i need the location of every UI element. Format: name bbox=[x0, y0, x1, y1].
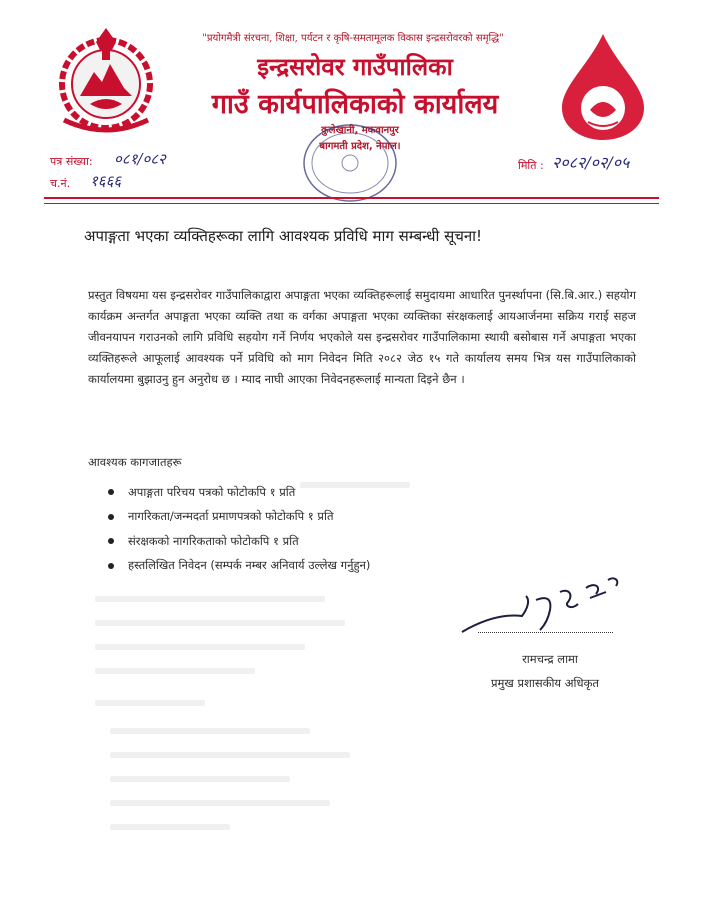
document-item: संरक्षकको नागरिकताको फोटोकपि १ प्रति bbox=[128, 533, 299, 548]
bullet-icon bbox=[108, 514, 114, 520]
documents-heading: आवश्यक कागजातहरू bbox=[88, 455, 182, 469]
bullet-icon bbox=[108, 563, 114, 569]
header-rule-thin bbox=[44, 203, 659, 204]
address-line2: बागमती प्रदेश, नेपाल। bbox=[319, 141, 401, 152]
address-line1: कुलेखानी, मकवानपुर bbox=[321, 125, 399, 136]
signature-line bbox=[478, 632, 613, 633]
notice-subject: अपाङ्गता भएका व्यक्तिहरूका लागि आवश्यक प्रविधि माग सम्बन्धी सूचना! bbox=[84, 227, 483, 245]
document-item: हस्तलिखित निवेदन (सम्पर्क नम्बर अनिवार्य उल्लेख गर्नुहुन) bbox=[128, 558, 371, 573]
office-seal-icon bbox=[300, 118, 400, 208]
dispatch-no-value: १६६६ bbox=[90, 172, 122, 190]
document-item: नागरिकता/जन्मदर्ता प्रमाणपत्रको फोटोकपि १ प्रति bbox=[128, 509, 334, 524]
date-value: २०८२/०२/०५ bbox=[552, 153, 630, 172]
org-name: इन्द्रसरोवर गाउँपालिका bbox=[257, 53, 453, 81]
document-item: अपाङ्गता परिचय पत्रको फोटोकपि १ प्रति bbox=[128, 484, 296, 499]
documents-list bbox=[108, 480, 370, 578]
list-item bbox=[108, 529, 370, 554]
signatory-title: प्रमुख प्रशासकीय अधिकृत bbox=[491, 676, 599, 690]
notice-body: प्रस्तुत विषयमा यस इन्द्रसरोवर गाउँपालिकाद्वारा अपाङ्गता भएका व्यक्तिहरूलाई समुदायमा आधारित पुनर्स्थापना (सि.बि.आर.) सहयोग कार्यक्रम अन्तर्गत अपाङ्गता भएका व्यक्ति तथा क वर्गका अपाङ्गता भएका व्यक्तिका संरक्षकलाई आयआर्जनमा सक्रिय गराई सहज जीवनयापन गराउनको लागि प्रविधि सहयोग गर्ने निर्णय भएकोले यस इन्द्रसरोवर गाउँपालिकामा स्थायी बसोबास गर्ने अपाङ्गता भएका व्यक्तिहरूले आफूलाई आवश्यक पर्ने प्रविधि को माग निवेदन मिति २०८२ जेठ १५ गते कार्यालय समय भित्र यस गाउँपालिकाको कार्यालयमा बुझाउनु हुन अनुरोध छ । म्याद नाघी आएका निवेदनहरूलाई मान्यता दिइने छैन । bbox=[88, 288, 636, 386]
list-item bbox=[108, 480, 370, 505]
office-name: गाउँ कार्यपालिकाको कार्यालय bbox=[211, 89, 499, 120]
signatory-name: रामचन्द्र लामा bbox=[522, 652, 578, 666]
date-label: मिति : bbox=[518, 159, 544, 172]
indrasarowar-logo-icon bbox=[548, 28, 658, 144]
dispatch-no-label: च.नं. bbox=[50, 177, 71, 190]
handwritten-signature-icon bbox=[456, 570, 626, 640]
header-rule-thick bbox=[44, 197, 659, 199]
list-item bbox=[108, 505, 370, 530]
nepal-emblem-icon bbox=[50, 24, 162, 136]
letter-no-label: पत्र संख्या: bbox=[50, 155, 93, 168]
letter-no-value: ०८१/०८२ bbox=[114, 150, 166, 168]
bullet-icon bbox=[108, 489, 114, 495]
bullet-icon bbox=[108, 538, 114, 544]
motto: "प्रयोगमैत्री संरचना, शिक्षा, पर्यटन र कृषि-समतामूलक विकास इन्द्रसरोवरको समृद्धि" bbox=[202, 33, 504, 44]
list-item bbox=[108, 554, 370, 579]
